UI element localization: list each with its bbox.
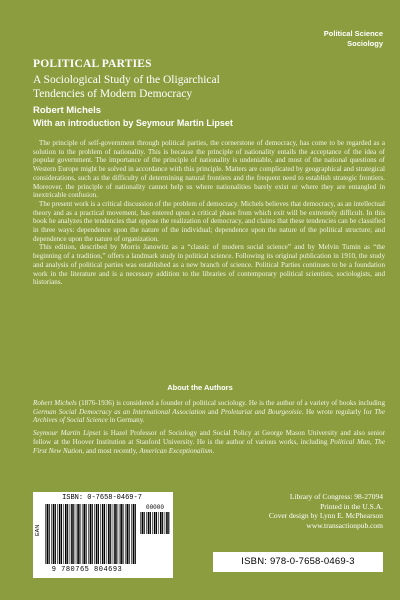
title-block bbox=[33, 58, 373, 129]
ean-label: EAN bbox=[35, 524, 41, 536]
barcode-bar bbox=[55, 504, 56, 564]
cover-design-credit: Cover design by Lynn E. McPhearson bbox=[268, 511, 383, 520]
bio-lipset-name: Seymour Martin Lipset bbox=[33, 429, 101, 438]
bio-lipset-book-1: Political Man bbox=[329, 437, 370, 446]
barcode-bar bbox=[49, 504, 50, 564]
barcode-bar bbox=[61, 504, 62, 564]
barcode-bar bbox=[73, 504, 74, 564]
barcode-bar bbox=[133, 504, 135, 564]
description-paragraph-1: The principle of self-government through political parties, the cornerstone of democracy, has come to be regarded as a solution to the problem of nationality. This is because the principle of nationality entails the acceptance of the idea of popular government. The importance of the principle of nationality is undeniable, and most of the national questions of Western Europe might be solved in accordance with this principle. Matters are complicated by geographical and strategical considerations, such as the difficulty of determining natural frontiers and the frequent need to establish strategic frontiers. Moreover, the principle of nationality cannot help us where nationalities barely exist or where they are entangled in inextricable confusion. bbox=[33, 139, 385, 200]
barcode-bar bbox=[63, 504, 64, 564]
barcode-bar bbox=[168, 512, 169, 534]
barcode-digits: 9 780765 804693 bbox=[51, 566, 123, 574]
barcode-bar bbox=[146, 512, 147, 534]
barcode-bar bbox=[98, 504, 99, 564]
barcode-bar bbox=[148, 512, 150, 534]
bio-michels-journal: The Archives of Social Science bbox=[33, 407, 385, 425]
barcode-bar bbox=[107, 504, 108, 564]
barcode-bar bbox=[71, 504, 73, 564]
barcode-bar bbox=[119, 504, 120, 564]
bio-michels-text-4: in Germany. bbox=[107, 416, 145, 425]
barcode-bar bbox=[53, 504, 55, 564]
barcode-bar bbox=[102, 504, 104, 564]
barcode-bar bbox=[104, 504, 105, 564]
barcode-bar bbox=[90, 504, 92, 564]
barcode-bar bbox=[154, 512, 156, 534]
category-labels bbox=[324, 29, 383, 48]
barcode-bar bbox=[94, 504, 95, 564]
barcode-bar bbox=[76, 504, 77, 564]
bio-lipset-text-3: , and most recently, bbox=[82, 446, 140, 455]
barcode-bar bbox=[160, 512, 162, 534]
barcode-bar bbox=[142, 512, 144, 534]
bio-lipset bbox=[33, 429, 385, 455]
printed-in: Printed in the U.S.A. bbox=[320, 501, 383, 511]
barcode-bar bbox=[77, 504, 79, 564]
introduction-credit: With an introduction by Seymour Martin Lipset bbox=[33, 118, 233, 128]
description bbox=[33, 139, 385, 287]
barcode-bar bbox=[88, 504, 89, 564]
bio-michels-text-2: and bbox=[205, 407, 221, 416]
description-paragraph-2: The present work is a critical discussion of the problem of democracy. Michels believes that democracy, as an intellectual theory and as a practical movement, has entered upon a critical phase from which exit will be extremely difficult. In this book he analyzes the tendencies that oppose the realization of democracy, and claims that these tendencies can be classified in three ways: dependence upon the nature of the individual; dependence upon the nature of the political structure; and dependence upon the nature of organization. bbox=[33, 199, 385, 243]
description-paragraph-3: This edition, described by Morris Janowitz as a “classic of modern social science” and by Melvin Tumin as “the beginning of a tradition,” offers a landmark study in political science. Following its original publication in 1910, the study and analysis of political parties was established as a new branch of science. Political Parties continues to be a foundation work in the literature and is a necessary addition to the libraries of contemporary political scientists, sociologists, and historians. bbox=[33, 243, 385, 287]
barcode-bar bbox=[100, 504, 101, 564]
category-political-science: Political Science bbox=[323, 29, 383, 38]
barcode-bar bbox=[156, 512, 157, 534]
bio-lipset-text-2: , bbox=[369, 437, 375, 446]
barcode-bar bbox=[125, 504, 126, 564]
barcode-bar bbox=[47, 504, 49, 564]
barcode-bar bbox=[67, 504, 68, 564]
barcode-bar bbox=[113, 504, 114, 564]
barcode-bar bbox=[162, 512, 163, 534]
publisher-info bbox=[269, 492, 383, 530]
barcode-bar bbox=[116, 504, 117, 564]
bio-lipset-book-3: American Exceptionalism bbox=[139, 446, 213, 455]
barcode-bar bbox=[110, 504, 111, 564]
barcode-bar bbox=[129, 504, 130, 564]
bio-lipset-text-4: . bbox=[212, 446, 215, 455]
subtitle-line-1: A Sociological Study of the Oligarchical bbox=[33, 74, 220, 86]
barcode-bar bbox=[165, 512, 166, 534]
subtitle-line-2: Tendencies of Modern Democracy bbox=[33, 88, 193, 100]
barcode-bar bbox=[150, 512, 151, 534]
barcode-bar bbox=[120, 504, 122, 564]
barcode-bar bbox=[166, 512, 168, 534]
bio-lipset-book-2: The First New Nation bbox=[33, 437, 385, 455]
book-subtitle bbox=[33, 73, 373, 101]
barcode-bar bbox=[70, 504, 71, 564]
barcode-bar bbox=[135, 504, 136, 564]
price-barcode bbox=[140, 512, 170, 534]
barcode-bar bbox=[96, 504, 98, 564]
publisher-website: www.transactionpub.com bbox=[306, 520, 383, 530]
barcode-bar bbox=[108, 504, 110, 564]
barcode-bar bbox=[59, 504, 61, 564]
barcode-bar bbox=[45, 504, 46, 564]
book-title: POLITICAL PARTIES bbox=[33, 58, 152, 70]
barcode-bar bbox=[158, 512, 159, 534]
bio-michels bbox=[33, 399, 385, 425]
barcode-bar bbox=[152, 512, 153, 534]
category-sociology: Sociology bbox=[347, 38, 383, 48]
bio-michels-book-1: German Social Democracy as an International Association bbox=[33, 407, 206, 416]
barcode-bar bbox=[127, 504, 129, 564]
barcode-bar bbox=[131, 504, 132, 564]
barcode-bar bbox=[51, 504, 52, 564]
bio-michels-text-1: (1876-1936) is considered a founder of political sociology. He is the author of a variety of books including bbox=[76, 399, 385, 407]
barcode-bar bbox=[122, 504, 123, 564]
library-of-congress: Library of Congress: 98-27094 bbox=[289, 492, 383, 501]
barcode-bar bbox=[79, 504, 80, 564]
barcode-bar bbox=[83, 504, 85, 564]
barcode-bar bbox=[82, 504, 83, 564]
barcode-bar bbox=[114, 504, 116, 564]
barcode-bar bbox=[144, 512, 145, 534]
isbn-13-box: ISBN: 978-0-7658-0469-3 bbox=[213, 552, 383, 572]
barcode-panel bbox=[33, 492, 173, 578]
barcode-bar bbox=[65, 504, 67, 564]
barcode-bar bbox=[92, 504, 93, 564]
author-bios bbox=[33, 399, 385, 459]
bio-michels-book-2: Proletariat and Bourgeoisie bbox=[220, 407, 302, 416]
barcode-bar bbox=[57, 504, 58, 564]
author-name: Robert Michels bbox=[33, 105, 102, 116]
bio-lipset-text-1: is Hazel Professor of Sociology and Social Policy at George Mason University and also senior fellow at the Hoover Institution at Stanford University. He is the author of various works, including bbox=[33, 429, 385, 446]
ean-barcode bbox=[45, 504, 138, 564]
price-code: 00000 bbox=[145, 504, 164, 511]
barcode-bar bbox=[86, 504, 87, 564]
barcode-bar bbox=[140, 512, 141, 534]
barcode-isbn: ISBN: 0-7658-0469-7 bbox=[62, 494, 142, 502]
bio-michels-name: Robert Michels bbox=[33, 399, 77, 407]
about-authors-heading: About the Authors bbox=[167, 383, 233, 392]
bio-michels-text-3: . He wrote regularly for bbox=[301, 407, 375, 416]
